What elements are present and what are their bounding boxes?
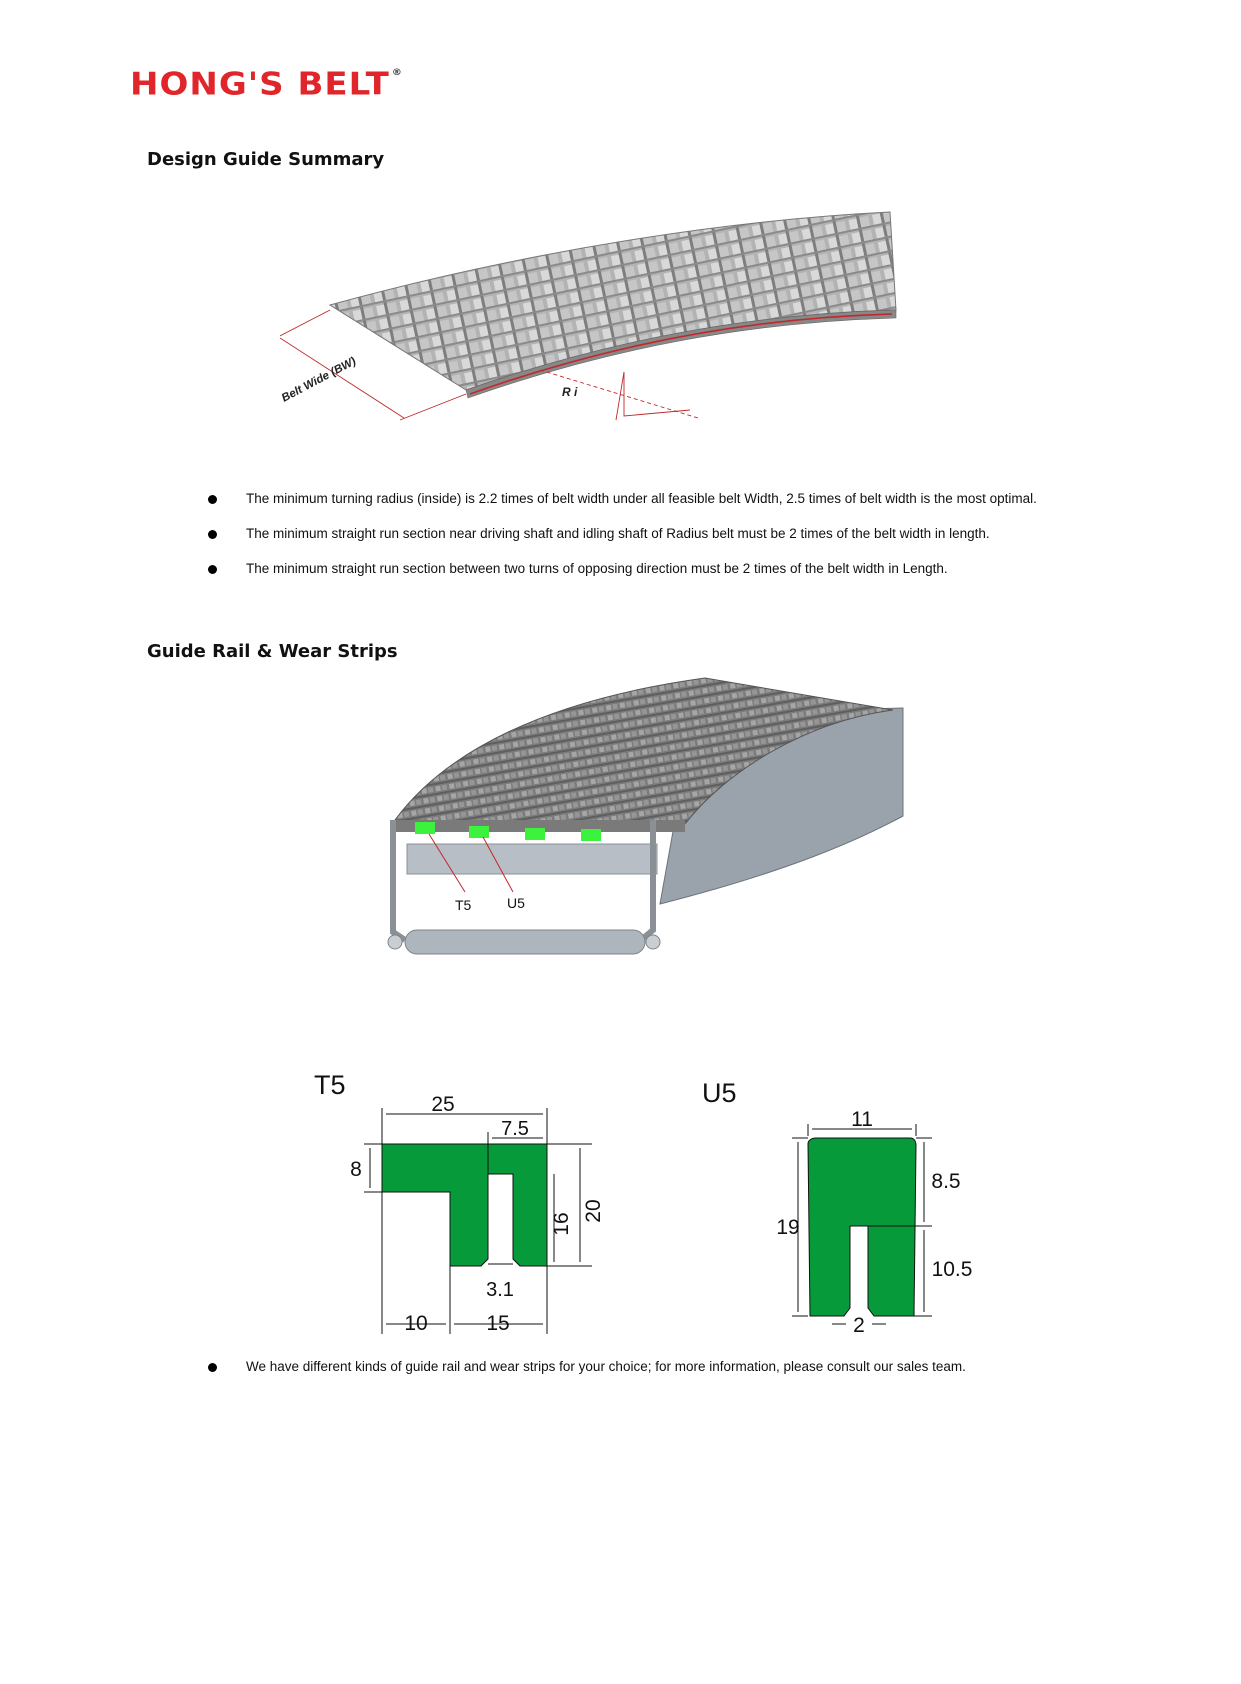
bullet-text: The minimum straight run section near driving shaft and idling shaft of Radius belt must be 2 times of the belt width in length. — [246, 526, 990, 541]
bullet-icon — [208, 565, 217, 574]
guide-rail-bullets — [205, 1359, 1125, 1374]
bullet-text: The minimum straight run section between two turns of opposing direction must be 2 times of the belt width in Length. — [246, 561, 948, 576]
u5-title: U5 — [702, 1078, 737, 1108]
t5-dim-slot-width: 3.1 — [486, 1279, 514, 1301]
u5-dim-lower-height: 10.5 — [931, 1258, 973, 1281]
bullet-text: The minimum turning radius (inside) is 2.2 times of belt width under all feasible belt Width, 2.5 times of belt width is the most optimal. — [246, 491, 1037, 506]
label-u5: U5 — [507, 895, 525, 911]
t5-dim-stem-width: 15 — [486, 1312, 510, 1335]
brand-logo — [130, 66, 403, 103]
t5-dim-slot-depth: 16 — [550, 1212, 573, 1236]
t5-profile-drawing — [310, 1066, 620, 1336]
bullet-text: We have different kinds of guide rail and wear strips for your choice; for more information, please consult our sales team. — [246, 1359, 966, 1374]
t5-title: T5 — [314, 1070, 346, 1100]
u5-dim-slot-width: 2 — [853, 1314, 865, 1337]
t5-dim-total-height: 20 — [582, 1199, 605, 1223]
list-item — [205, 526, 1125, 541]
u5-dim-top-width: 11 — [851, 1108, 873, 1131]
belt-width-label: Belt Wide (BW) — [280, 355, 359, 405]
list-item — [205, 491, 1125, 506]
label-t5: T5 — [455, 897, 472, 913]
radius-label: R i — [562, 385, 578, 399]
bullet-icon — [208, 495, 217, 504]
t5-dim-flange-height: 8 — [350, 1158, 362, 1181]
t5-dim-top-width: 25 — [431, 1093, 455, 1116]
u5-profile-drawing — [700, 1066, 980, 1346]
radius-belt-figure — [280, 210, 960, 440]
list-item — [205, 1359, 1125, 1374]
guide-rail-conveyor-figure — [385, 672, 905, 972]
t5-dim-left-width: 10 — [404, 1312, 428, 1335]
bullet-icon — [208, 530, 217, 539]
logo-text: HONG'S BELT — [130, 66, 390, 103]
list-item — [205, 561, 1125, 576]
section-title-guide-rail: Guide Rail & Wear Strips — [147, 641, 398, 662]
bullet-icon — [208, 1363, 217, 1372]
t5-dim-slot-offset: 7.5 — [501, 1118, 529, 1140]
section-title-design-guide: Design Guide Summary — [147, 149, 385, 170]
u5-dim-upper-height: 8.5 — [931, 1170, 961, 1193]
u5-dim-total-height: 19 — [776, 1216, 800, 1239]
registered-mark: ® — [391, 67, 403, 78]
design-guide-bullets — [205, 491, 1125, 576]
